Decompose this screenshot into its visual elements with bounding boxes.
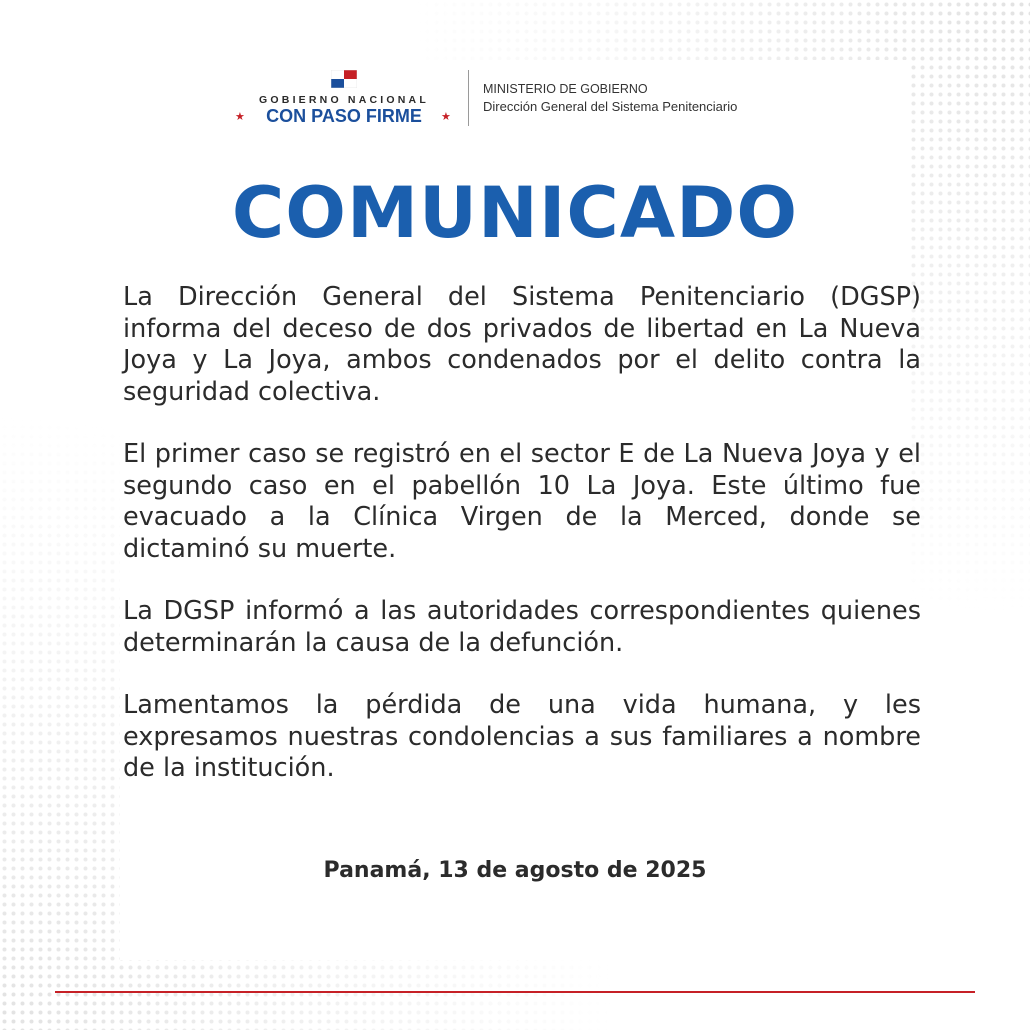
paragraph: La DGSP informó a las autoridades correspondientes quienes determinarán la causa de la defunción.	[123, 596, 921, 658]
page-title: COMUNICADO	[231, 172, 799, 254]
header	[233, 68, 803, 128]
paragraph: La Dirección General del Sistema Penitenciario (DGSP) informa del deceso de dos privados de libertad en La Nueva Joya y La Joya, ambos condenados por el delito contra la seguridad colectiva.	[123, 282, 921, 407]
logo-slogan: CON PASO FIRME	[266, 106, 422, 126]
footer-divider	[55, 991, 975, 993]
panama-flag-icon	[331, 70, 357, 88]
date-line: Panamá, 13 de agosto de 2025	[323, 858, 707, 883]
direction-name: Dirección General del Sistema Penitenciario	[483, 99, 738, 114]
star-icon: ★	[235, 111, 245, 123]
paragraph: El primer caso se registró en el sector E de La Nueva Joya y el segundo caso en el pabellón 10 La Joya. Este último fue evacuado a la Clínica Virgen de la Merced, donde se dictaminó su muerte.	[123, 439, 921, 564]
communique-body	[123, 282, 921, 816]
government-logo	[233, 68, 455, 128]
logo-top-text: GOBIERNO NACIONAL	[259, 94, 429, 106]
header-divider	[468, 70, 469, 126]
star-icon: ★	[441, 111, 451, 123]
paragraph: Lamentamos la pérdida de una vida humana, y les expresamos nuestras condolencias a sus familiares a nombre de la institución.	[123, 690, 921, 783]
ministry-name: MINISTERIO DE GOBIERNO	[483, 82, 648, 96]
